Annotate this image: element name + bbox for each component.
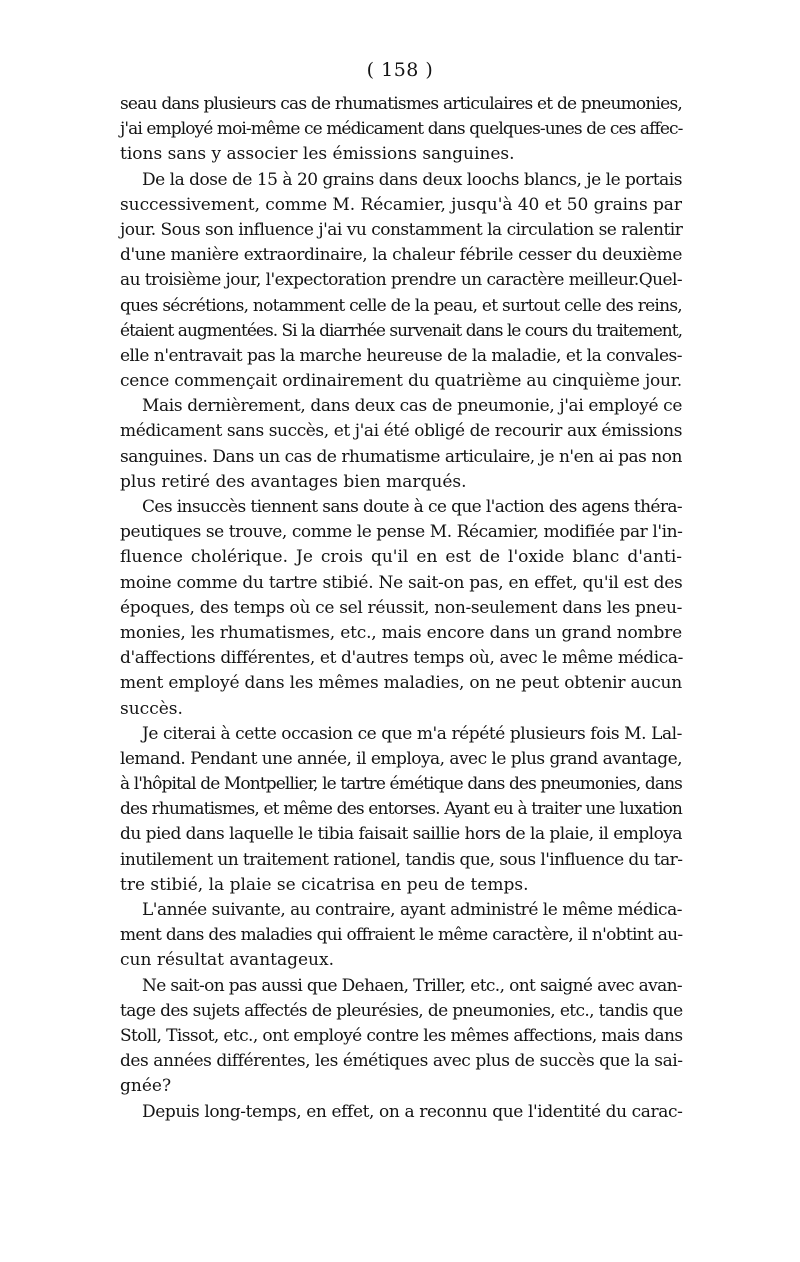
page-number: ( 158 ) bbox=[366, 59, 434, 81]
text-line: époques, des temps où ce sel réussit, non-seulement dans les pneu- bbox=[120, 597, 683, 618]
text-line: successivement, comme M. Récamier, jusqu'à 40 et 50 grains par bbox=[120, 194, 682, 215]
text-line: elle n'entravait pas la marche heureuse de la maladie, et la convales- bbox=[120, 345, 682, 366]
text-line: étaient augmentées. Si la diarrhée survenait dans le cours du traitement, bbox=[120, 320, 683, 341]
text-line: d'affections différentes, et d'autres temps où, avec le même médica- bbox=[120, 648, 684, 669]
text-line: monies, les rhumatismes, etc., mais encore dans un grand nombre bbox=[120, 622, 682, 643]
text-line: succès. bbox=[120, 698, 183, 719]
text-line: Je citerai à cette occasion ce que m'a répété plusieurs fois M. Lal- bbox=[142, 723, 682, 744]
text-line: tage des sujets affectés de pleurésies, de pneumonies, etc., tandis que bbox=[120, 1000, 683, 1021]
text-line: ques sécrétions, notamment celle de la peau, et surtout celle des reins, bbox=[120, 295, 682, 316]
text-line: au troisième jour, l'expectoration prendre un caractère meilleur.Quel- bbox=[120, 270, 683, 291]
text-line: plus retiré des avantages bien marqués. bbox=[120, 471, 467, 492]
text-line: seau dans plusieurs cas de rhumatismes articulaires et de pneumonies, bbox=[120, 94, 682, 114]
text-line: ment dans des maladies qui offraient le même caractère, il n'obtint au- bbox=[120, 925, 683, 946]
text-line: des années différentes, les émétiques avec plus de succès que la sai- bbox=[120, 1051, 683, 1072]
text-line: L'année suivante, au contraire, ayant administré le même médica- bbox=[142, 900, 682, 920]
text-line: lemand. Pendant une année, il employa, avec le plus grand avantage, bbox=[120, 748, 682, 769]
text-line: inutilement un traitement rationel, tandis que, sous l'influence du tar- bbox=[120, 849, 683, 870]
text-line: Mais dernièrement, dans deux cas de pneumonie, j'ai employé ce bbox=[142, 396, 683, 417]
text-line: gnée? bbox=[120, 1076, 172, 1097]
body-text bbox=[120, 92, 682, 1125]
text-line: d'une manière extraordinaire, la chaleur fébrile cesser du deuxième bbox=[120, 245, 683, 266]
text-line: Ces insuccès tiennent sans doute à ce que l'action des agens théra- bbox=[142, 497, 682, 517]
text-line: jour. Sous son influence j'ai vu constamment la circulation se ralentir bbox=[120, 219, 683, 240]
text-line: fluence cholérique. Je crois qu'il en est de l'oxide blanc d'anti- bbox=[120, 547, 682, 568]
text-line: tre stibié, la plaie se cicatrisa en peu de temps. bbox=[120, 874, 529, 895]
text-line: ment employé dans les mêmes maladies, on ne peut obtenir aucun bbox=[120, 673, 683, 694]
text-line: Ne sait-on pas aussi que Dehaen, Triller, etc., ont saigné avec avan- bbox=[142, 975, 683, 996]
text-line: sanguines. Dans un cas de rhumatisme articulaire, je n'en ai pas non bbox=[120, 446, 683, 467]
text-line: médicament sans succès, et j'ai été obligé de recourir aux émissions bbox=[120, 421, 683, 442]
text-line: moine comme du tartre stibié. Ne sait-on pas, en effet, qu'il est des bbox=[120, 572, 683, 593]
text-line: des rhumatismes, et même des entorses. Ayant eu à traiter une luxation bbox=[120, 799, 682, 820]
text-line: j'ai employé moi-même ce médicament dans quelques-unes de ces affec- bbox=[120, 119, 683, 140]
text-line: du pied dans laquelle le tibia faisait saillie hors de la plaie, il employa bbox=[120, 824, 682, 845]
text-line: cence commençait ordinairement du quatrième au cinquième jour. bbox=[120, 371, 683, 392]
text-line: tions sans y associer les émissions sanguines. bbox=[120, 144, 515, 165]
text-line: à l'hôpital de Montpellier, le tartre émétique dans des pneumonies, dans bbox=[120, 774, 682, 795]
text-line: cun résultat avantageux. bbox=[120, 950, 334, 971]
text-line: peutiques se trouve, comme le pense M. Récamier, modifiée par l'in- bbox=[120, 522, 683, 543]
text-line: De la dose de 15 à 20 grains dans deux loochs blancs, je le portais bbox=[142, 169, 682, 190]
text-line: Stoll, Tissot, etc., ont employé contre les mêmes affections, mais dans bbox=[120, 1025, 683, 1046]
text-line: Depuis long-temps, en effet, on a reconnu que l'identité du carac- bbox=[142, 1101, 683, 1122]
